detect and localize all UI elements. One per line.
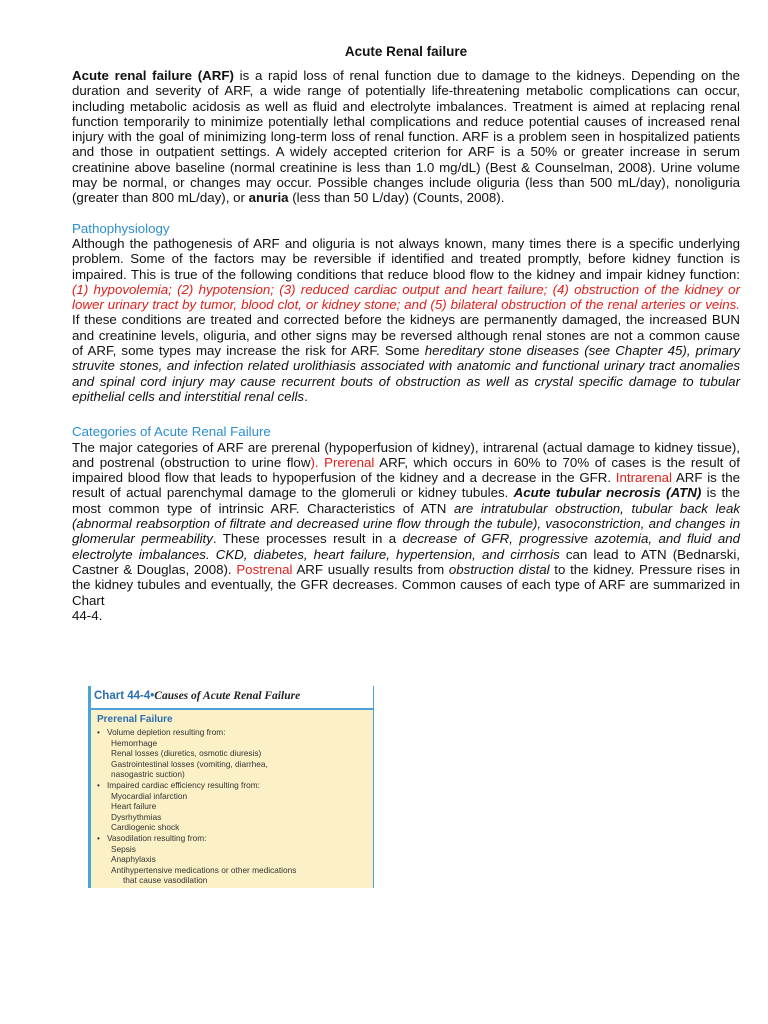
chart-list-item: Antihypertensive medications or other medications [111,864,297,875]
chart-item-list [97,727,367,886]
chart-list-item: • Vasodilation resulting from: [97,832,207,843]
chart-list-item: Cardiogenic shock [111,822,180,833]
intro-paragraph: Acute renal failure (ARF) is a rapid loss of renal function due to damage to the kidneys. Depending on the duration and severity of ARF, a wide range of potentially life-threatening metabolic complications can occur, including metabolic acidosis as well as fluid and electrolyte imbalances. Treatment is aimed at replacing renal function temporarily to minimize potentially lethal complications and reduce potential causes of increased renal injury with the goal of minimizing long-term loss of renal function. ARF is a problem seen in hospitalized patients and those in outpatient settings. A widely accepted criterion for ARF is a 50% or greater increase in serum creatinine above baseline (normal creatinine is less than 1.0 mg/dL) (Best & Counselman, 2008). Urine volume may be normal, or changes may occur. Possible changes include oliguria (less than 500 mL/day), nonoliguria (greater than 800 mL/day), or anuria (less than 50 L/day) (Counts, 2008). [72,68,740,206]
chart-list-item: Gastrointestinal losses (vomiting, diarrhea, [111,758,268,769]
chart-number: Chart 44-4 [94,690,151,702]
chart-section-heading: Prerenal Failure [97,714,173,725]
chart-list-item: Renal losses (diuretics, osmotic diuresis) [111,748,262,759]
chart-list-item: • Impaired cardiac efficiency resulting from: [97,779,260,790]
chart-44-4-image [88,686,374,888]
chart-list-item: Heart failure [111,801,157,812]
postrenal-term: Postrenal [236,561,293,577]
chart-list-item: Myocardial infarction [111,790,188,801]
chart-title-bar: Chart 44-4•Causes of Acute Renal Failure [91,686,373,710]
chart-list-item: Sepsis [111,843,136,854]
categories-paragraph: The major categories of ARF are prerenal (hypoperfusion of kidney), intrarenal (actual damage to kidney tissue), and postrenal (obstruction to urine flow). Prerenal ARF, which occurs in 60% to 70% of cases is the result of impaired blood flow that leads to hypoperfusion of the kidney and a decrease in the GFR. Intrarenal ARF is the result of actual parenchymal damage to the glomeruli or kidney tubules. Acute tubular necrosis (ATN) is the most common type of intrinsic ARF. Characteristics of ATN are intratubular obstruction, tubular back leak (abnormal reabsorption of filtrate and decreased urine flow through the tubule), vasoconstriction, and changes in glomerular permeability. These processes result in a decrease of GFR, progressive azotemia, and fluid and electrolyte imbalances. CKD, diabetes, heart failure, hypertension, and cirrhosis can lead to ATN (Bednarski, Castner & Douglas, 2008). Postrenal ARF usually results from obstruction distal to the kidney. Pressure rises in the kidney tubules and eventually, the GFR decreases. Common causes of each type of ARF are summarized in Chart 44-4. [72,439,741,623]
atn-term: Acute tubular necrosis (ATN) [513,485,702,501]
chart-list-item: nasogastric suction) [111,769,185,780]
anuria-term: anuria [248,190,289,206]
categories-heading: Categories of Acute Renal Failure [72,424,271,440]
bullet-icon: • [97,832,100,843]
chart-list-item: Anaphylaxis [111,854,156,865]
page-title: Acute Renal failure [344,44,468,59]
pathophysiology-paragraph: Although the pathogenesis of ARF and oliguria is not always known, many times there is a specific underlying problem. Some of the factors may be reversible if identified and treated promptly, before kidney function is impaired. This is true of the following conditions that reduce blood flow to the kidney and impair kidney function: (1) hypovolemia; (2) hypotension; (3) reduced cardiac output and heart failure; (4) obstruction of the kidney or lower urinary tract by tumor, blood clot, or kidney stone; and (5) bilateral obstruction of the renal arteries or veins. If these conditions are treated and corrected before the kidneys are permanently damaged, the increased BUN and creatinine levels, oliguria, and other signs may be reversed although renal stones are not a common cause of ARF, some types may increase the risk for ARF. Some hereditary stone diseases (see Chapter 45), primary struvite stones, and infection related urolithiasis associated with anatomic and functional urinary tract anomalies and spinal cord injury may cause recurrent bouts of obstruction as well as crystal specific damage to tubular epithelial cells and interstitial renal cells. [72,235,740,404]
intro-term: Acute renal failure (ARF) [72,68,234,83]
chart-list-item: • Volume depletion resulting from: [97,727,226,737]
bullet-icon: • [97,727,100,737]
document-page [72,44,740,623]
pathophysiology-heading: Pathophysiology [72,220,170,236]
chart-list-item: Dysrhythmias [111,811,162,822]
bullet-icon: • [97,779,100,790]
stone-diseases-text: hereditary stone diseases (see Chapter 45), primary struvite stones, and infection related urolithiasis associated with anatomic and functional urinary tract anomalies and spinal cord injury may cause recurrent bouts of obstruction as well as crystal specific damage to tubular epithelial cells and interstitial renal cells [72,343,740,404]
prerenal-term: Prerenal [318,454,375,470]
chart-list-item: Hemorrhage [111,737,158,748]
chart-list-item: that cause vasodilation [123,875,208,886]
conditions-list: (1) hypovolemia; (2) hypotension; (3) reduced cardiac output and heart failure; (4) obstruction of the kidney or lower urinary tract by tumor, blood clot, or kidney stone; and (5) bilateral obstruction of the renal arteries or veins. [72,281,740,313]
intrarenal-term: Intrarenal [615,470,672,486]
chart-name: Causes of Acute Renal Failure [154,690,301,702]
